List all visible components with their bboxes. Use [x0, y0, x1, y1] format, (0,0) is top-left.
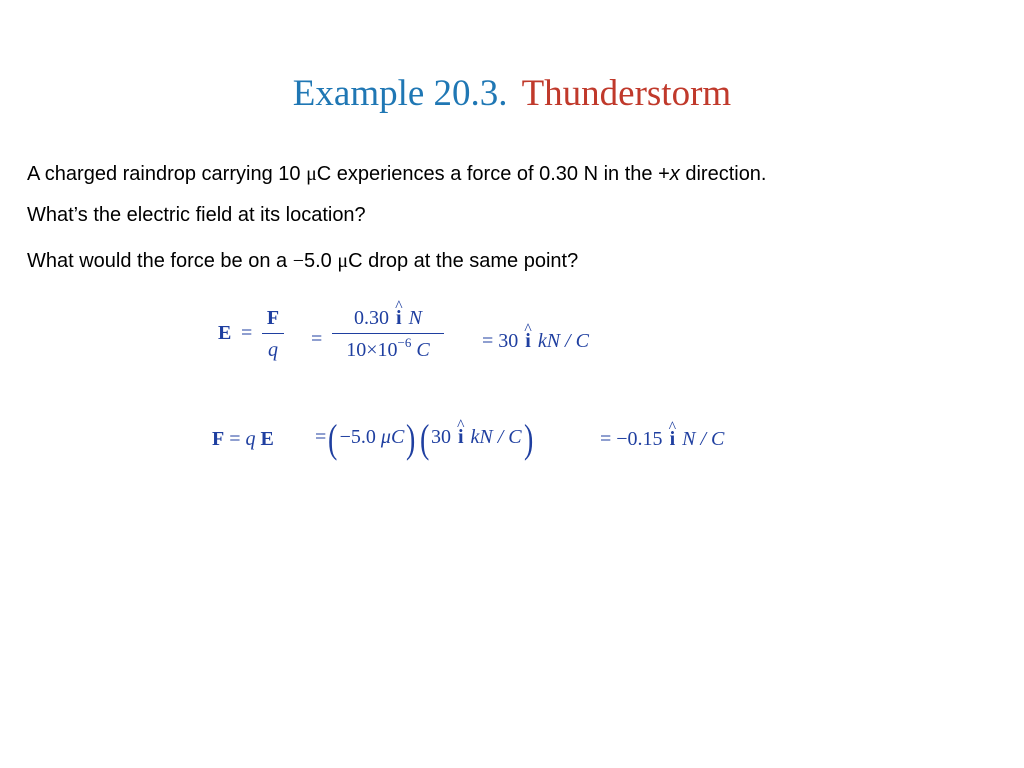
F-symbol: F — [212, 428, 225, 450]
right-paren: ) — [406, 416, 416, 461]
eq2-result — [600, 428, 724, 450]
value: 0.30 — [354, 307, 390, 329]
equals: = — [600, 428, 612, 450]
question-2 — [27, 249, 578, 273]
title-example-number: Example 20.3. — [292, 73, 508, 114]
unit-vector-i: ^ i — [394, 307, 404, 329]
eq1-value-fraction — [332, 307, 444, 361]
equals: = — [315, 426, 327, 448]
eq2-substitution — [315, 416, 535, 461]
unit: C — [416, 339, 430, 361]
value: 10×10 — [346, 339, 398, 361]
fraction-numerator — [354, 307, 422, 329]
unit-vector-i: ^ i — [523, 330, 533, 352]
mu-symbol: μ — [306, 163, 317, 185]
unit-vector-i: ^ i — [668, 428, 678, 450]
exponent: −6 — [397, 335, 412, 350]
field-value: 30 — [430, 426, 451, 448]
question-1: What’s the electric field at its location? — [27, 204, 366, 226]
E-symbol: E — [260, 428, 274, 450]
text-span: C experiences a force of 0.30 N in the + — [316, 163, 670, 185]
eq1-result — [482, 330, 589, 352]
text-span: A charged raindrop carrying 10 — [27, 163, 307, 185]
unit: N / C — [682, 428, 725, 450]
field-unit: kN / C — [470, 426, 522, 448]
text-span: C drop at the same point? — [348, 250, 579, 272]
mu-symbol: μ — [337, 250, 349, 272]
left-paren: ( — [328, 416, 338, 461]
right-paren: ) — [523, 416, 533, 461]
title-topic: Thunderstorm — [521, 73, 732, 114]
fraction-bar — [262, 333, 284, 334]
eq1-F-over-q — [262, 307, 284, 361]
text-span: direction. — [679, 163, 767, 185]
charge-value: −5.0 — [339, 426, 376, 448]
eq1-E-symbol: E — [218, 322, 232, 344]
minus-sign: − — [292, 250, 304, 272]
fraction-denominator — [346, 335, 430, 361]
mu-symbol: μ — [380, 426, 391, 448]
charge-unit: C — [390, 426, 405, 448]
eq1-equals: = — [241, 322, 253, 344]
x-variable: x — [669, 163, 680, 185]
fraction-denominator: q — [268, 339, 278, 361]
fraction-bar — [332, 333, 444, 334]
value: −0.15 — [616, 428, 663, 450]
unit: kN / C — [537, 330, 589, 352]
equals: = — [482, 330, 494, 352]
eq1-equals-2: = — [311, 328, 323, 350]
value: 30 — [498, 330, 519, 352]
fraction-numerator: F — [266, 307, 280, 329]
slide-title — [0, 72, 1024, 116]
text-span: What would the force be on a — [27, 250, 293, 272]
left-paren: ( — [419, 416, 429, 461]
eq2-lhs — [212, 428, 274, 450]
q-symbol: q — [245, 428, 256, 450]
problem-statement-line-1 — [27, 162, 767, 186]
unit: N — [408, 307, 422, 329]
text-span: 5.0 — [304, 250, 338, 272]
unit-vector-i: ^ i — [456, 426, 466, 448]
equals: = — [229, 428, 241, 450]
